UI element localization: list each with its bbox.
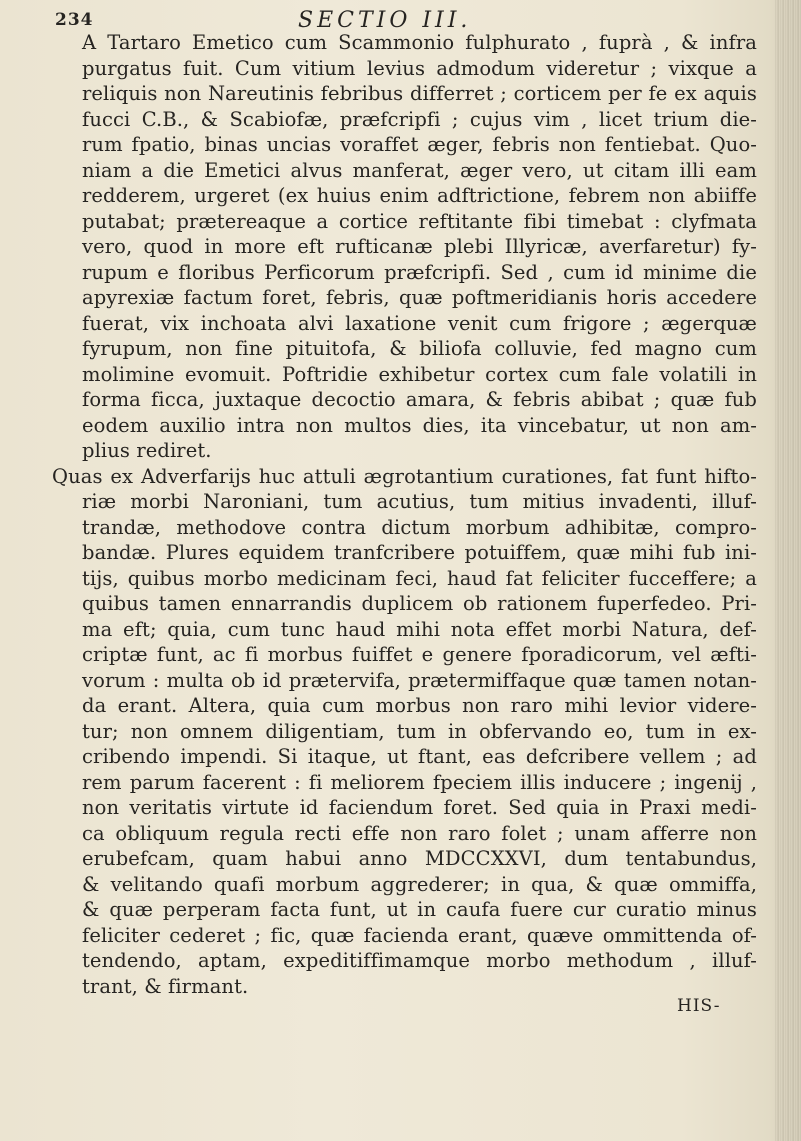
catchword: HIS- — [677, 996, 721, 1016]
text-line: trant, & firmant. — [82, 974, 249, 998]
text-line: tijs, quibus morbo medicinam feci, haud fat feliciter fucceffere; a — [82, 566, 757, 590]
text-line: purgatus fuit. Cum vitium levius admodum videretur ; vixque a — [82, 56, 757, 80]
text-line: rem parum facerent : fi meliorem fpeciem illis inducere ; ingenij , — [82, 770, 757, 794]
text-line: tendendo, aptam, expeditiffimamque morbo methodum , illuf- — [82, 949, 757, 972]
text-line: fyrupum, non fine pituitofa, & biliofa colluvie, fed magno cum — [82, 337, 757, 360]
page-edge — [775, 0, 801, 1141]
running-head: SECTIO III. — [298, 8, 472, 33]
text-line: A Tartaro Emetico cum Scammonio fulphurato , fuprà , & infra — [82, 31, 757, 54]
paragraph-1 — [52, 30, 757, 464]
text-line: cribendo impendi. Si itaque, ut ftant, eas defcribere vellem ; ad — [82, 745, 757, 768]
text-line: rum fpatio, binas uncias voraffet æger, febris non fentiebat. Quo- — [82, 133, 757, 156]
text-line: tur; non omnem diligentiam, tum in obfervando eo, tum in ex- — [82, 719, 757, 743]
text-line: ma eft; quia, cum tunc haud mihi nota effet morbi Natura, def- — [82, 617, 757, 641]
text-line: vero, quod in more eft rufticanæ plebi Illyricæ, averfaretur) fy- — [82, 235, 757, 258]
text-line: ca obliquum regula recti effe non raro folet ; unam afferre non — [82, 821, 757, 845]
text-line: feliciter cederet ; fic, quæ facienda erant, quæve ommittenda of- — [82, 923, 757, 947]
text-line: quibus tamen ennarrandis duplicem ob rationem fuperfedeo. Pri- — [82, 592, 757, 615]
text-line: trandæ, methodove contra dictum morbum adhibitæ, compro- — [82, 515, 757, 539]
text-line: bandæ. Plures equidem tranfcribere potuiffem, quæ mihi fub ini- — [82, 541, 757, 564]
page-number: 234 — [55, 10, 94, 30]
text-line: fucci C.B., & Scabiofæ, præfcripfi ; cujus vim , licet trium die- — [82, 107, 757, 131]
text-line: fuerat, vix inchoata alvi laxatione venit cum frigore ; ægerquæ — [82, 311, 757, 335]
text-line: vorum : multa ob id prætervifa, prætermiffaque quæ tamen notan- — [82, 668, 757, 692]
text-line: reliquis non Nareutinis febribus differret ; corticem per fe ex aquis — [82, 82, 757, 105]
text-line: putabat; prætereaque a cortice reftitante fibi timebat : clyfmata — [82, 209, 757, 233]
text-line: erubefcam, quam habui anno MDCCXXVI, dum tentabundus, — [82, 847, 757, 870]
paragraph-2 — [52, 464, 757, 1000]
text-line: criptæ funt, ac fi morbus fuiffet e genere fporadicorum, vel æfti- — [82, 643, 757, 666]
text-line: non veritatis virtute id faciendum foret. Sed quia in Praxi medi- — [82, 796, 757, 819]
text-line: riæ morbi Naroniani, tum acutius, tum mitius invadenti, illuf- — [82, 490, 757, 513]
text-line: rupum e floribus Perficorum præfcripfi. Sed , cum id minime die — [82, 260, 757, 284]
text-line: redderem, urgeret (ex huius enim adftrictione, febrem non abiiffe — [82, 184, 757, 207]
text-line: Quas ex Adverfarijs huc attuli ægrotantium curationes, fat funt hifto- — [52, 464, 757, 488]
text-line: & velitando quafi morbum aggrederer; in qua, & quæ ommiffa, — [82, 872, 757, 896]
text-line: eodem auxilio intra non multos dies, ita vincebatur, ut non am- — [82, 413, 757, 437]
text-line: & quæ perperam facta funt, ut in caufa fuere cur curatio minus — [82, 898, 757, 921]
text-line: molimine evomuit. Poftridie exhibetur cortex cum fale volatili in — [82, 362, 757, 386]
body-text — [52, 30, 757, 999]
text-line: plius rediret. — [82, 439, 212, 462]
text-line: apyrexiæ factum foret, febris, quæ poftmeridianis horis accedere — [82, 286, 757, 309]
text-line: da erant. Altera, quia cum morbus non raro mihi levior videre- — [82, 694, 757, 717]
text-line: forma ficca, juxtaque decoctio amara, & febris abibat ; quæ fub — [82, 388, 757, 411]
text-line: niam a die Emetici alvus manferat, æger vero, ut citam illi eam — [82, 158, 757, 182]
